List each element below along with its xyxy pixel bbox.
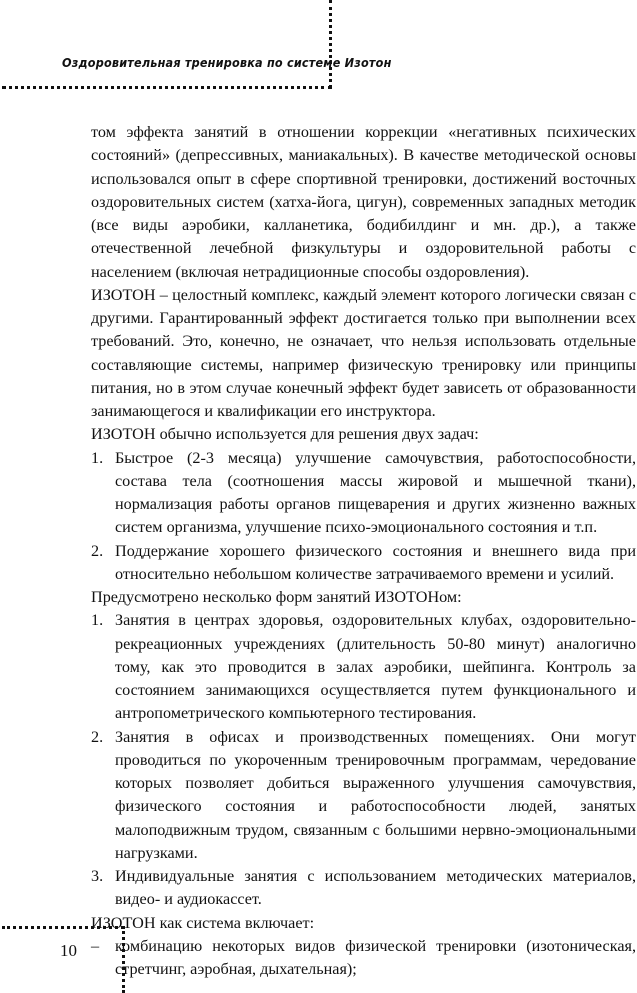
paragraph: ИЗОТОН обычно используется для решения двух задач: xyxy=(91,425,479,444)
list-item xyxy=(91,935,636,982)
list-marker: 2. xyxy=(91,727,104,746)
list-marker: 3. xyxy=(91,867,104,885)
list-item-text: Занятия в центрах здоровья, оздоровительных клубах, оздоровительно-рекреационных учреждениях (длительность 50-80 минут) аналогично тому, как это проводится в залах аэробики, шейпинга. Контроль за состоянием занимающихся осуществляется путем функционального и антропометрического компьютерного тестирования. xyxy=(115,611,636,723)
paragraph-text: ИЗОТОН – целостный комплекс, каждый элемент которого логически связан с другими. Гарантированный эффект достигается только при выполнении всех требований. Это, конечно, не означает, что нельзя использовать отдельные составляющие системы, например физическую тренировку или принципы питания, но в этом случае конечный эффект будет зависеть от образованности занимающегося и квалификации его инструктора. xyxy=(91,285,636,420)
list-item-text: Занятия в офисах и производственных помещениях. Они могут проводиться по укороченным тренировочным программам, чередование которых позволяет добиться выраженного улучшения самочувствия, физического состояния и работоспособности людей, занятых малоподвижным трудом, связанным с большими нервно-эмоциональными нагрузками. xyxy=(115,727,636,862)
list-marker: 2. xyxy=(91,541,104,560)
list-marker: 1. xyxy=(91,448,104,467)
list-item xyxy=(91,865,636,912)
header-dotted-rule-vertical xyxy=(329,0,332,88)
footer-dotted-rule-horizontal xyxy=(2,926,124,929)
list-item-text: Поддержание хорошего физического состояния и внешнего вида при относительно небольшом количестве затрачиваемого времени и усилий. xyxy=(115,541,636,583)
footer-dotted-rule-vertical xyxy=(122,926,125,993)
paragraph: ИЗОТОН как система включает: xyxy=(91,913,315,932)
list-item xyxy=(91,540,636,587)
list-marker: 1. xyxy=(91,611,104,630)
running-header: Оздоровительная тренировка по системе Изотон xyxy=(62,55,392,70)
list-item-text: комбинацию некоторых видов физической тренировки (изотоническая, стретчинг, аэробная, дыхательная); xyxy=(115,936,636,978)
list-item-text: Быстрое (2-3 месяца) улучшение самочувствия, работоспособности, состава тела (соотношения массы жировой и мышечной ткани), нормализация работы органов пищеварения и других жизненно важных систем организма, улучшение психо-эмоционального состояния и т.п. xyxy=(115,448,636,537)
list-item xyxy=(91,726,636,866)
list-item-text: Индивидуальные занятия с использованием методических материалов, видео- и аудиокассет. xyxy=(115,867,636,909)
list-item xyxy=(91,609,636,725)
list-item xyxy=(91,447,636,540)
paragraph: том эффекта занятий в отношении коррекции «негативных психических состояний» (депрессивных, маниакальных). В качестве методической основы использовался опыт в сфере спортивной тренировки, достижений восточных оздоровительных систем (хатха-йога, цигун), современных западных методик (все виды аэробики, калланетика, бодибилдинг и мн. др.), а также отечественной лечебной физкультуры и оздоровительной работы с населением (включая нетрадиционные способы оздоровления). xyxy=(91,123,636,281)
page-body xyxy=(91,121,636,981)
list-marker: – xyxy=(91,936,100,955)
paragraph: Предусмотрено несколько форм занятий ИЗОТОНом: xyxy=(91,588,462,606)
paragraph xyxy=(91,284,636,424)
header-dotted-rule-horizontal xyxy=(2,86,332,89)
page-number: 10 xyxy=(60,941,77,960)
